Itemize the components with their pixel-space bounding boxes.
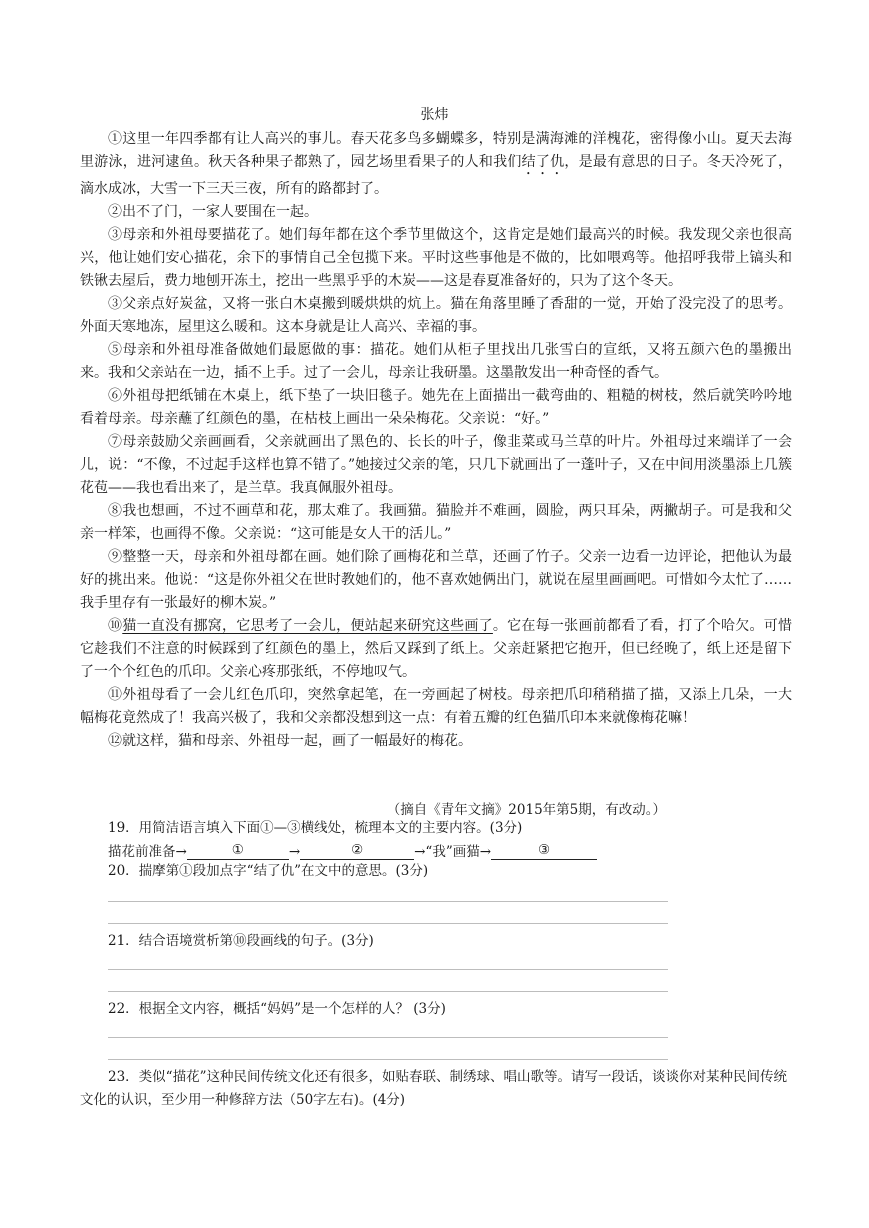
answer-line-21b[interactable] <box>108 991 668 992</box>
question-23: 23．类似“描花”这种民间传统文化还有很多，如贴春联、制绣球、唱山歌等。请写一段话，谈谈你对某种民间传统文化的认识，至少用一种修辞方法（50字左右)。(4分) <box>80 1069 787 1108</box>
paragraph-8: ⑧我也想画，不过不画草和花，那太难了。我画猫。猫脸并不难画，圆脸，两只耳朵，两撇胡子。可是我和父亲一样笨，也画得不像。父亲说：“这可能是女人干的活儿。” <box>80 503 792 542</box>
paragraph-12: ⑫就这样，猫和母亲、外祖母一起，画了一幅最好的梅花。 <box>108 733 472 749</box>
author-name: 张炜 <box>420 107 449 123</box>
question-22: 22．根据全文内容，概括“妈妈”是一个怎样的人？ (3分) <box>108 1001 446 1017</box>
answer-line-21a[interactable] <box>108 969 668 970</box>
dotted-phrase: 结了仇 <box>521 154 565 170</box>
paragraph-5: ⑤母亲和外祖母准备做她们最愿做的事：描花。她们从柜子里找出几张雪白的宣纸，又将五颜六色的墨搬出来。我和父亲站在一边，插不上手。过了一会儿，母亲让我研墨。这墨散发出一种奇怪的香气。 <box>80 342 792 381</box>
fill-start-label: 描花前准备→ <box>108 844 187 860</box>
answer-line-22b[interactable] <box>108 1059 668 1060</box>
fill-arrow: → <box>288 844 301 860</box>
underlined-sentence: 猫一直没有挪窝，它思考了一会儿，便站起来研究这些画了 <box>122 618 493 634</box>
paragraph-7: ⑦母亲鼓励父亲画画看，父亲就画出了黑色的、长长的叶子，像韭菜或马兰草的叶片。外祖母过来端详了一会儿，说：“不像，不过起手这样也算不错了。”她接过父亲的笔，只几下就画出了一蓬叶子，又在中间用淡墨添上几簇花苞——我也看出来了，是兰草。我真佩服外祖母。 <box>80 434 792 496</box>
question-20: 20．揣摩第①段加点字“结了仇”在文中的意思。(3分) <box>108 863 429 879</box>
paragraph-1-text-a: ①这里一年四季都有让人高兴的事儿。春天花多鸟多蝴蝶多，特别是满海滩的洋槐花，密得像小山。夏天去海里游泳，进河逮鱼。秋天各种果子都熟了，园艺场里看果子的人和我们 <box>80 131 792 170</box>
paragraph-10 <box>80 615 792 684</box>
fill-mid-label: →“我”画猫→ <box>414 844 492 860</box>
source-citation: （摘自《青年文摘》2015年第5期，有改动。） <box>386 802 666 818</box>
answer-line-22a[interactable] <box>108 1037 668 1038</box>
answer-blank-3[interactable]: ③ <box>491 842 597 860</box>
paragraph-11: ⑪外祖母看了一会儿红色爪印，突然拿起笔，在一旁画起了树枝。母亲把爪印稍稍描了描，又添上几朵，一大幅梅花竟然成了！我高兴极了，我和父亲都没想到这一点：有着五瓣的红色猫爪印本来就像梅花嘛！ <box>80 687 792 726</box>
paragraph-2: ②出不了门，一家人要围在一起。 <box>108 204 318 220</box>
answer-line-20a[interactable] <box>108 901 668 902</box>
paragraph-10-text: 。它在每一张画前都看了看，打了个哈欠。可惜它趁我们不注意的时候踩到了红颜色的墨上，然后又踩到了纸上。父亲赶紧把它抱开，但已经晚了，纸上还是留下了一个个红色的爪印。父亲心疼那张纸，不停地叹气。 <box>80 618 793 680</box>
question-19: 19．用简洁语言填入下面①—③横线处，梳理本文的主要内容。(3分) <box>108 820 523 836</box>
paragraph-9: ⑨整整一天，母亲和外祖母都在画。她们除了画梅花和兰草，还画了竹子。父亲一边看一边评论，把他认为最好的挑出来。他说：“这是你外祖父在世时教她们的，他不喜欢她俩出门，就说在屋里画画吧。可惜如今太忙了……我手里存有一张最好的柳木炭。” <box>80 549 792 611</box>
paragraph-1 <box>80 128 792 201</box>
paragraph-1-text-b: ，是最有意思的日子。冬天冷死了，滴水成冰，大雪一下三天三夜，所有的路都封了。 <box>80 154 793 197</box>
article-body <box>80 128 792 753</box>
answer-blank-1[interactable]: ① <box>187 842 289 860</box>
question-21: 21．结合语境赏析第⑩段画线的句子。(3分) <box>108 933 374 949</box>
paragraph-6: ⑥外祖母把纸铺在木桌上，纸下垫了一块旧毯子。她先在上面描出一截弯曲的、粗糙的树枝，然后就笑吟吟地看着母亲。母亲蘸了红颜色的墨，在枯枝上画出一朵朵梅花。父亲说：“好。” <box>80 388 792 427</box>
answer-blank-2[interactable]: ② <box>300 842 414 860</box>
paragraph-4: ③父亲点好炭盆，又将一张白木桌搬到暖烘烘的炕上。猫在角落里睡了香甜的一觉，开始了没完没了的思考。外面天寒地冻，屋里这么暖和。这本身就是让人高兴、幸福的事。 <box>80 296 792 335</box>
paragraph-3: ③母亲和外祖母要描花了。她们每年都在这个季节里做这个，这肯定是她们最高兴的时候。我发现父亲也很高兴，他让她们安心描花，余下的事情自己全包揽下来。平时这些事他是不做的，比如喂鸡等。他招呼我带上镐头和铁锹去屋后，费力地刨开冻土，挖出一些黑乎乎的木炭——这是春夏准备好的，只为了这个冬天。 <box>80 227 792 289</box>
answer-line-20b[interactable] <box>108 923 668 924</box>
paragraph-10-number: ⑩ <box>108 618 123 634</box>
question-19-fill-row <box>108 840 597 860</box>
